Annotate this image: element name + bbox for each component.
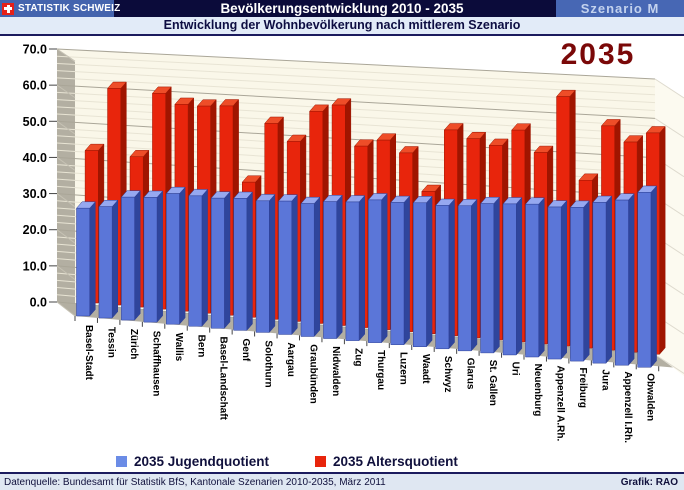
year-annotation: 2035 <box>560 38 636 71</box>
legend-label-jugendquotient: 2035 Jugendquotient <box>134 453 270 469</box>
x-category-label-appenzell-a-rh: Appenzell A.Rh. <box>554 365 566 442</box>
legend-item-altersquotient <box>315 454 458 469</box>
x-category-label-schaffhausen: Schaffhausen <box>150 330 162 397</box>
x-category-label-waadt: Waadt <box>419 353 431 384</box>
y-tick-label-0.0: 0.0 <box>29 295 47 310</box>
bar-jugendquotient-schaffhausen <box>144 191 163 322</box>
scenario-badge: Szenario M <box>556 0 684 17</box>
bar-jugendquotient-tessin <box>99 200 118 318</box>
x-category-label-luzern: Luzern <box>397 352 409 385</box>
x-category-label-st-gallen: St. Gallen <box>487 359 499 406</box>
x-category-label-basel-landschaft: Basel-Landschaft <box>217 336 229 420</box>
x-category-label-solothurn: Solothurn <box>262 340 274 388</box>
bar-jugendquotient-obwalden <box>638 186 657 367</box>
page-title: Bevölkerungsentwicklung 2010 - 2035 <box>220 1 464 16</box>
x-category-label-schwyz: Schwyz <box>442 355 454 393</box>
bar-jugendquotient-uri <box>503 198 522 355</box>
credit-text: Grafik: RAO <box>620 476 678 488</box>
x-category-label-z-rich: Zürich <box>127 328 139 360</box>
legend-label-altersquotient: 2035 Altersquotient <box>333 453 458 469</box>
bar-jugendquotient-thurgau <box>368 194 387 343</box>
x-category-label-graub-nden: Graubünden <box>307 344 319 404</box>
x-category-label-neuenburg: Neuenburg <box>532 363 543 417</box>
bar-jugendquotient-basel-stadt <box>77 202 96 316</box>
x-category-label-glarus: Glarus <box>464 357 476 390</box>
bar-jugendquotient-freiburg <box>570 201 589 361</box>
chart-legend <box>0 450 684 472</box>
plot-left-wall <box>57 49 75 316</box>
bar-jugendquotient-luzern <box>391 196 410 345</box>
x-category-label-obwalden: Obwalden <box>644 373 656 422</box>
bar-jugendquotient-waadt <box>413 196 432 346</box>
x-category-label-basel-stadt: Basel-Stadt <box>83 324 94 380</box>
bar-jugendquotient-graub-nden <box>301 197 320 336</box>
bar-jugendquotient-schwyz <box>436 199 455 349</box>
y-tick-label-60.0: 60.0 <box>22 78 47 93</box>
legend-item-jugendquotient <box>116 454 269 469</box>
x-category-label-jura: Jura <box>599 369 611 391</box>
y-tick-label-20.0: 20.0 <box>22 223 47 238</box>
x-category-label-wallis: Wallis <box>172 332 184 362</box>
bar-jugendquotient-jura <box>593 196 612 363</box>
bar-jugendquotient-glarus <box>458 199 477 350</box>
bar-jugendquotient-appenzell-a-rh <box>548 201 567 359</box>
bar-jugendquotient-bern <box>189 189 208 326</box>
x-category-label-tessin: Tessin <box>105 326 117 358</box>
x-category-label-zug: Zug <box>352 348 364 367</box>
bar-jugendquotient-nidwalden <box>323 195 342 338</box>
bar-jugendquotient-basel-landschaft <box>211 192 230 329</box>
x-category-label-uri: Uri <box>509 361 521 376</box>
y-tick-label-70.0: 70.0 <box>22 42 47 57</box>
bar-jugendquotient-appenzell-i-rh <box>615 194 634 366</box>
bar-jugendquotient-genf <box>234 192 253 330</box>
y-tick-label-10.0: 10.0 <box>22 259 47 274</box>
x-category-label-thurgau: Thurgau <box>374 350 386 391</box>
altersquotient-swatch-icon <box>315 456 326 467</box>
y-tick-label-50.0: 50.0 <box>22 114 47 129</box>
bar-jugendquotient-wallis <box>166 187 185 324</box>
footer-bar <box>0 472 684 490</box>
bar-jugendquotient-zug <box>346 196 365 341</box>
jugendquotient-swatch-icon <box>116 456 127 467</box>
x-category-label-appenzell-i-rh: Appenzell I.Rh. <box>621 371 633 444</box>
bar-jugendquotient-aargau <box>279 195 298 335</box>
bar-jugendquotient-solothurn <box>256 194 275 332</box>
x-category-label-genf: Genf <box>240 338 252 362</box>
data-source-text: Datenquelle: Bundesamt für Statistik BfS, Kantonale Szenarien 2010-2035, März 2011 <box>4 476 386 488</box>
y-tick-label-30.0: 30.0 <box>22 187 47 202</box>
logo-text: STATISTIK SCHWEIZ <box>18 3 121 14</box>
chart-subtitle: Entwicklung der Wohnbevölkerung nach mittlerem Szenario <box>0 17 684 36</box>
x-category-label-nidwalden: Nidwalden <box>329 346 341 397</box>
y-tick-label-40.0: 40.0 <box>22 150 47 165</box>
x-category-label-aargau: Aargau <box>285 342 297 377</box>
bar-jugendquotient-st-gallen <box>481 197 500 353</box>
header-bar <box>0 0 684 17</box>
x-category-label-bern: Bern <box>195 334 207 358</box>
bar-jugendquotient-neuenburg <box>526 198 545 357</box>
population-3d-bar-chart <box>0 36 684 450</box>
x-category-label-freiburg: Freiburg <box>576 367 588 409</box>
chart-area <box>0 36 684 450</box>
bar-jugendquotient-z-rich <box>121 191 140 320</box>
